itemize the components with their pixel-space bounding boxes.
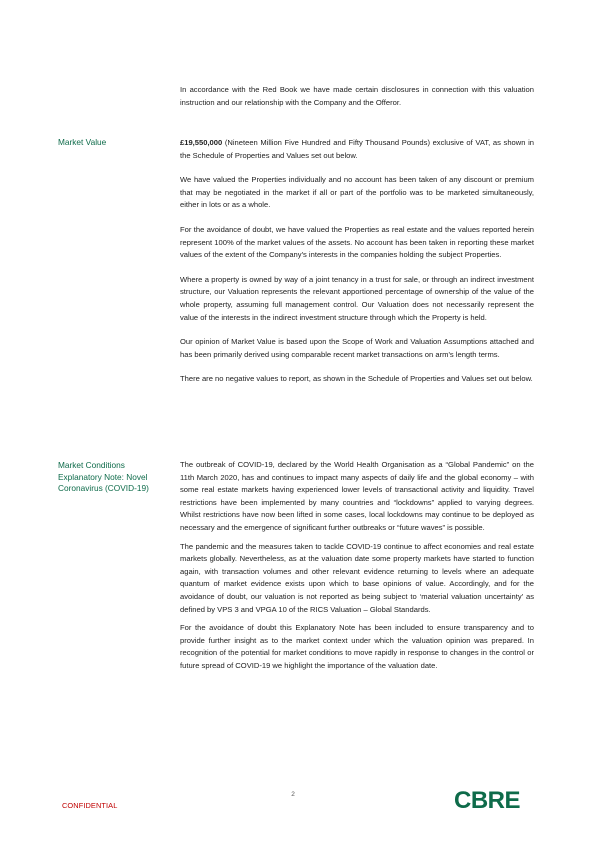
intro-paragraph: In accordance with the Red Book we have made certain disclosures in connection with this valuation instruction and our relationship with the Company and the Offeror.	[180, 85, 534, 107]
market-conditions-paragraph-3: For the avoidance of doubt this Explanatory Note has been included to ensure transparency and to provide further insight as to the market context under which the valuation opinion was prepared. In recognition of the potential for market conditions to move rapidly in response to changes in the control or future spread of COVID-19 we highlight the importance of the valuation date.	[180, 623, 534, 670]
market-value-paragraph-5: Our opinion of Market Value is based upon the Scope of Work and Valuation Assumptions attached and has been primarily derived using comparable recent market transactions on arm's length terms.	[180, 337, 534, 359]
page-number: 2	[291, 791, 295, 798]
market-conditions-label-line-1: Market Conditions	[58, 460, 125, 470]
market-value-amount-description: (Nineteen Million Five Hundred and Fifty Thousand Pounds) exclusive of VAT, as shown in the Schedule of Properties and Values set out below.	[180, 138, 534, 160]
market-value-label: Market Value	[58, 137, 107, 147]
market-conditions-paragraph-1: The outbreak of COVID-19, declared by the World Health Organisation as a “Global Pandemic” on the 11th March 2020, has and continues to impact many aspects of daily life and the global economy – with some real estate markets having experienced lower levels of transactional activity and liquidity. Travel restrictions have been implemented by many countries and “lockdowns” applied to varying degrees. Whilst restrictions have now been lifted in some cases, local lockdowns may continue to be deployed as necessary and the emergence of significant further outbreaks or “future waves” is possible.	[180, 460, 534, 532]
market-conditions-heading	[58, 460, 176, 495]
market-value-paragraph-3: For the avoidance of doubt, we have valued the Properties as real estate and the values reported herein represent 100% of the market values of the assets. No account has been taken in reporting these market values of the extent of the Company's interests in the companies holding the subject Properties.	[180, 224, 534, 260]
confidential-marking: CONFIDENTIAL	[62, 801, 118, 810]
market-value-paragraph-2: We have valued the Properties individually and no account has been taken of any discount or premium that may be negotiated in the market if all or part of the portfolio was to be marketed simultaneously, either in lots or as a whole.	[180, 175, 534, 210]
intro-section	[180, 84, 534, 121]
market-value-paragraph-4: Where a property is owned by way of a joint tenancy in a trust for sale, or through an indirect investment structure, our Valuation represents the relevant apportioned percentage of ownership of the value of the whole property, assuming full management control. Our Valuation does not necessarily represent the value of the interests in the indirect investment structure through which the Property is held.	[180, 274, 534, 322]
market-conditions-label-line-3: Coronavirus (COVID-19)	[58, 483, 149, 494]
cbre-logo: CBRE	[454, 787, 521, 814]
market-value-paragraph-6: There are no negative values to report, as shown in the Schedule of Properties and Values set out below.	[180, 374, 533, 384]
market-conditions-label-line-2: Explanatory Note: Novel	[58, 471, 148, 482]
market-value-section	[180, 137, 534, 398]
market-value-heading	[58, 137, 176, 149]
market-value-paragraph-1	[180, 137, 534, 162]
market-conditions-section	[180, 459, 534, 685]
market-conditions-paragraph-2: The pandemic and the measures taken to tackle COVID-19 continue to affect economies and real estate markets globally. Nevertheless, as at the valuation date some property markets have started to function again, with transaction volumes and other relevant evidence returning to levels where an adequate quantum of market evidence exists upon which to base opinions of value. Accordingly, and for the avoidance of doubt, our valuation is not reported as being subject to ‘material valuation uncertainty’ as defined by VPS 3 and VPGA 10 of the RICS Valuation – Global Standards.	[180, 541, 534, 614]
market-value-amount: £19,550,000	[180, 138, 223, 147]
